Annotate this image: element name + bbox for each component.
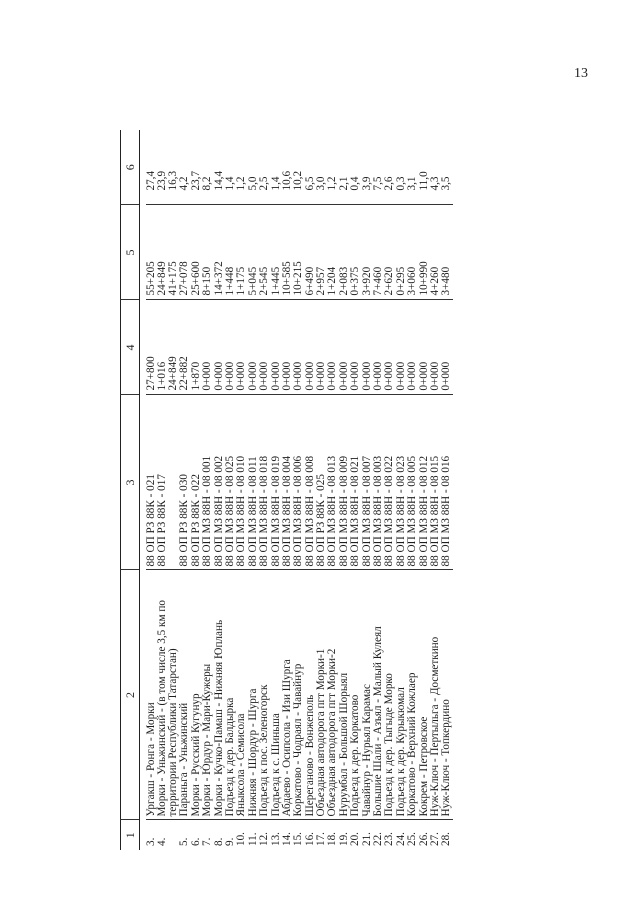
length-km: 0,4 [349,176,362,191]
table-row [441,130,452,850]
km-end: 25+600 [191,205,202,300]
km-end: 1+175 [236,205,247,300]
row-number: 13. [271,820,282,850]
row-number: 14. [282,820,293,850]
km-start: 1+016 24+849 [157,300,179,395]
row-number: 28. [441,820,452,850]
km-start: 0+000 [282,300,293,395]
km-end: 55+205 [146,205,157,300]
km-end: 2+545 [259,205,270,300]
length-km: 2,5 [258,176,271,191]
row-number: 26. [419,820,430,850]
table-row [407,130,418,850]
length-km: 23,9 16,3 [156,170,180,191]
length-km: 2,1 [337,176,350,191]
road-code: 88 ОП МЗ 88Н - 08 008 [305,395,316,570]
table-row [259,130,270,850]
road-name: Подъезд к дер. Коркатово [350,570,361,820]
road-code: 88 ОП МЗ 88Н - 08 023 [396,395,407,570]
road-code: 88 ОП МЗ 88Н - 08 025 [225,395,236,570]
km-start: 0+000 [441,300,452,395]
row-number: 19. [339,820,350,850]
length-km: 6,5 [303,176,316,191]
km-start: 0+000 [362,300,373,395]
km-end: 10+990 [419,205,430,300]
header-col-1: 1 [121,820,140,850]
road-code: 88 ОП РЗ 88К - 017 [157,395,179,570]
row-number: 11. [248,820,259,850]
km-start: 27+800 [146,300,157,395]
length-km: 10,6 [280,170,293,191]
header-col-4: 4 [121,300,140,395]
road-name: Большие Шали - Азъял - Малый Кулеял [373,570,384,820]
km-end: 3+480 [441,205,452,300]
road-code: 88 ОП МЗ 88Н - 08 001 [202,395,213,570]
road-name: Подъезд к дер. Балдырка [225,570,236,820]
row-number: 9. [225,820,236,850]
road-name: Морки - Кучко-Памаш - Нижняя Юплань [214,570,225,820]
km-end: 1+448 [225,205,236,300]
table-row [293,130,304,850]
header-col-2: 2 [121,570,140,820]
row-number: 25. [407,820,418,850]
length-km: 1,2 [235,176,248,191]
road-code: 88 ОП РЗ 88К - 022 [191,395,202,570]
row-number: 18. [327,820,338,850]
km-start: 0+000 [350,300,361,395]
road-code: 88 ОП МЗ 88Н - 08 007 [362,395,373,570]
page-number: 13 [574,66,588,81]
km-end: 10+215 [293,205,304,300]
length-km: 7,5 [372,176,385,191]
road-code: 88 ОП МЗ 88Н - 08 003 [373,395,384,570]
row-number: 15. [293,820,304,850]
road-name: Морки - Русский Кугунур [191,570,202,820]
row-number: 3. [146,820,157,850]
km-end: 14+372 [214,205,225,300]
km-start: 0+000 [248,300,259,395]
km-end: 4+260 [430,205,441,300]
road-name: Нурумбал - Большой Шорыял [339,570,350,820]
road-name: Подъезд к с. Шиньша [271,570,282,820]
road-name: Кокрем - Петровское [419,570,430,820]
road-name: Подъезд к дер. Тыгыде Морко [384,570,395,820]
road-name: Подъезд к дер. Курыкюмал [396,570,407,820]
length-km: 3,1 [406,176,419,191]
road-code: 88 ОП МЗ 88Н - 08 002 [214,395,225,570]
km-start: 0+000 [225,300,236,395]
row-number: 12. [259,820,270,850]
table-body [140,130,453,850]
length-km: 4,3 [428,176,441,191]
length-km: 3,0 [315,176,328,191]
km-end: 3+920 [362,205,373,300]
length-km: 2,6 [383,176,396,191]
km-end: 27+078 [179,205,190,300]
km-end: 2+083 [339,205,350,300]
road-name: Объездная автодорога пгт Морки-2 [327,570,338,820]
row-number: 16. [305,820,316,850]
road-code: 88 ОП МЗ 88Н - 08 015 [430,395,441,570]
km-end: 10+585 [282,205,293,300]
road-name: Ургакш - Ронга - Морки [146,570,157,820]
length-km: 10,2 [292,170,305,191]
km-start: 0+000 [293,300,304,395]
row-number: 5. [179,820,190,850]
header-col-5: 5 [121,205,140,300]
road-name: Коркатово - Чодраял - Чавайнур [293,570,304,820]
row-number: 17. [316,820,327,850]
km-start: 0+000 [214,300,225,395]
length-km: 3,5 [440,176,453,191]
header-row [121,130,140,850]
road-name: Подъезд к пос. Зеленогорск [259,570,270,820]
table-row [202,130,213,850]
km-start: 0+000 [259,300,270,395]
row-number: 8. [214,820,225,850]
road-name: Нижняя - Шордур - Шурга [248,570,259,820]
road-code: 88 ОП МЗ 88Н - 08 006 [293,395,304,570]
rotated-table-container [120,130,640,850]
road-name: Нуж-Ключ - Топкердино [441,570,452,820]
row-number: 22. [373,820,384,850]
road-name: Абдаево - Осипсола - Изи Шурга [282,570,293,820]
km-start: 0+000 [407,300,418,395]
length-km: 23,7 [189,170,202,191]
road-name: Параньга - Уньжинский [179,570,190,820]
header-col-6: 6 [121,130,140,205]
length-km: 5,0 [246,176,259,191]
km-start: 0+000 [396,300,407,395]
km-end: 2+620 [384,205,395,300]
km-start: 1+870 [191,300,202,395]
km-end: 7+460 [373,205,384,300]
road-code: 88 ОП МЗ 88Н - 08 009 [339,395,350,570]
km-end: 2+957 [316,205,327,300]
length-km: 3,9 [360,176,373,191]
road-code: 88 ОП МЗ 88Н - 08 005 [407,395,418,570]
length-km: 1,4 [269,176,282,191]
row-number: 6. [191,820,202,850]
road-code: 88 ОП МЗ 88Н - 08 012 [419,395,430,570]
km-start: 0+000 [305,300,316,395]
road-code: 88 ОП МЗ 88Н - 08 019 [271,395,282,570]
road-name: Чавайнур - Нурьял Карамас [362,570,373,820]
km-start: 0+000 [202,300,213,395]
length-km: 4,2 [178,176,191,191]
km-end: 8+150 [202,205,213,300]
km-start: 0+000 [384,300,395,395]
length-km: 0,3 [394,176,407,191]
road-code: 88 ОП МЗ 88Н - 08 018 [259,395,270,570]
km-start: 0+000 [373,300,384,395]
header-col-3: 3 [121,395,140,570]
road-code: 88 ОП РЗ 88К - 025 [316,395,327,570]
road-name: Коркатово - Верхний Кожлаер [407,570,418,820]
road-code: 88 ОП МЗ 88Н - 08 011 [248,395,259,570]
km-end: 3+060 [407,205,418,300]
km-start: 0+000 [339,300,350,395]
km-start: 0+000 [271,300,282,395]
row-number: 20. [350,820,361,850]
row-number: 7. [202,820,213,850]
km-end: 1+445 [271,205,282,300]
road-code: 88 ОП МЗ 88Н - 08 004 [282,395,293,570]
length-km: 8,2 [201,176,214,191]
road-name: Яныксола - Семисола [236,570,247,820]
row-number: 4. [157,820,179,850]
road-name: Шереганово - Вонжеполь [305,570,316,820]
road-code: 88 ОП МЗ 88Н - 08 013 [327,395,338,570]
roads-table [120,130,453,850]
km-start: 0+000 [419,300,430,395]
km-start: 0+000 [430,300,441,395]
road-name: Морки - Уньжинский - (в том числе 3,5 км по территории Республики Татарстан) [157,570,179,820]
km-end: 6+490 [305,205,316,300]
km-end: 5+045 [248,205,259,300]
km-start: 22+882 [179,300,190,395]
road-code: 88 ОП РЗ 88К - 030 [179,395,190,570]
road-name: Объездная автодорога пгт Морки-1 [316,570,327,820]
road-code: 88 ОП МЗ 88Н - 08 021 [350,395,361,570]
km-end: 1+204 [327,205,338,300]
road-code: 88 ОП МЗ 88Н - 08 016 [441,395,452,570]
length-km: 27,4 [145,170,157,191]
table-row [157,130,179,850]
length-km: 1,2 [326,176,339,191]
road-name: Морки - Юрдур - Мари-Кужеры [202,570,213,820]
table-row [350,130,361,850]
row-number: 23. [384,820,395,850]
km-start: 0+000 [327,300,338,395]
road-name: Нуж-Ключ - Пертыльга - Досметкино [430,570,441,820]
km-end: 24+849 41+175 [157,205,179,300]
length-km: 11,0 [417,171,430,191]
km-end: 0+375 [350,205,361,300]
row-number: 10. [236,820,247,850]
road-code: 88 ОП РЗ 88К - 021 [146,395,157,570]
length-km: 14,4 [212,170,225,191]
road-code: 88 ОП МЗ 88Н - 08 010 [236,395,247,570]
km-end: 0+295 [396,205,407,300]
row-number: 24. [396,820,407,850]
km-start: 0+000 [316,300,327,395]
length-km: 1,4 [223,176,236,191]
table-header [121,130,140,850]
km-start: 0+000 [236,300,247,395]
row-number: 21. [362,820,373,850]
road-code: 88 ОП МЗ 88Н - 08 022 [384,395,395,570]
row-number: 27. [430,820,441,850]
